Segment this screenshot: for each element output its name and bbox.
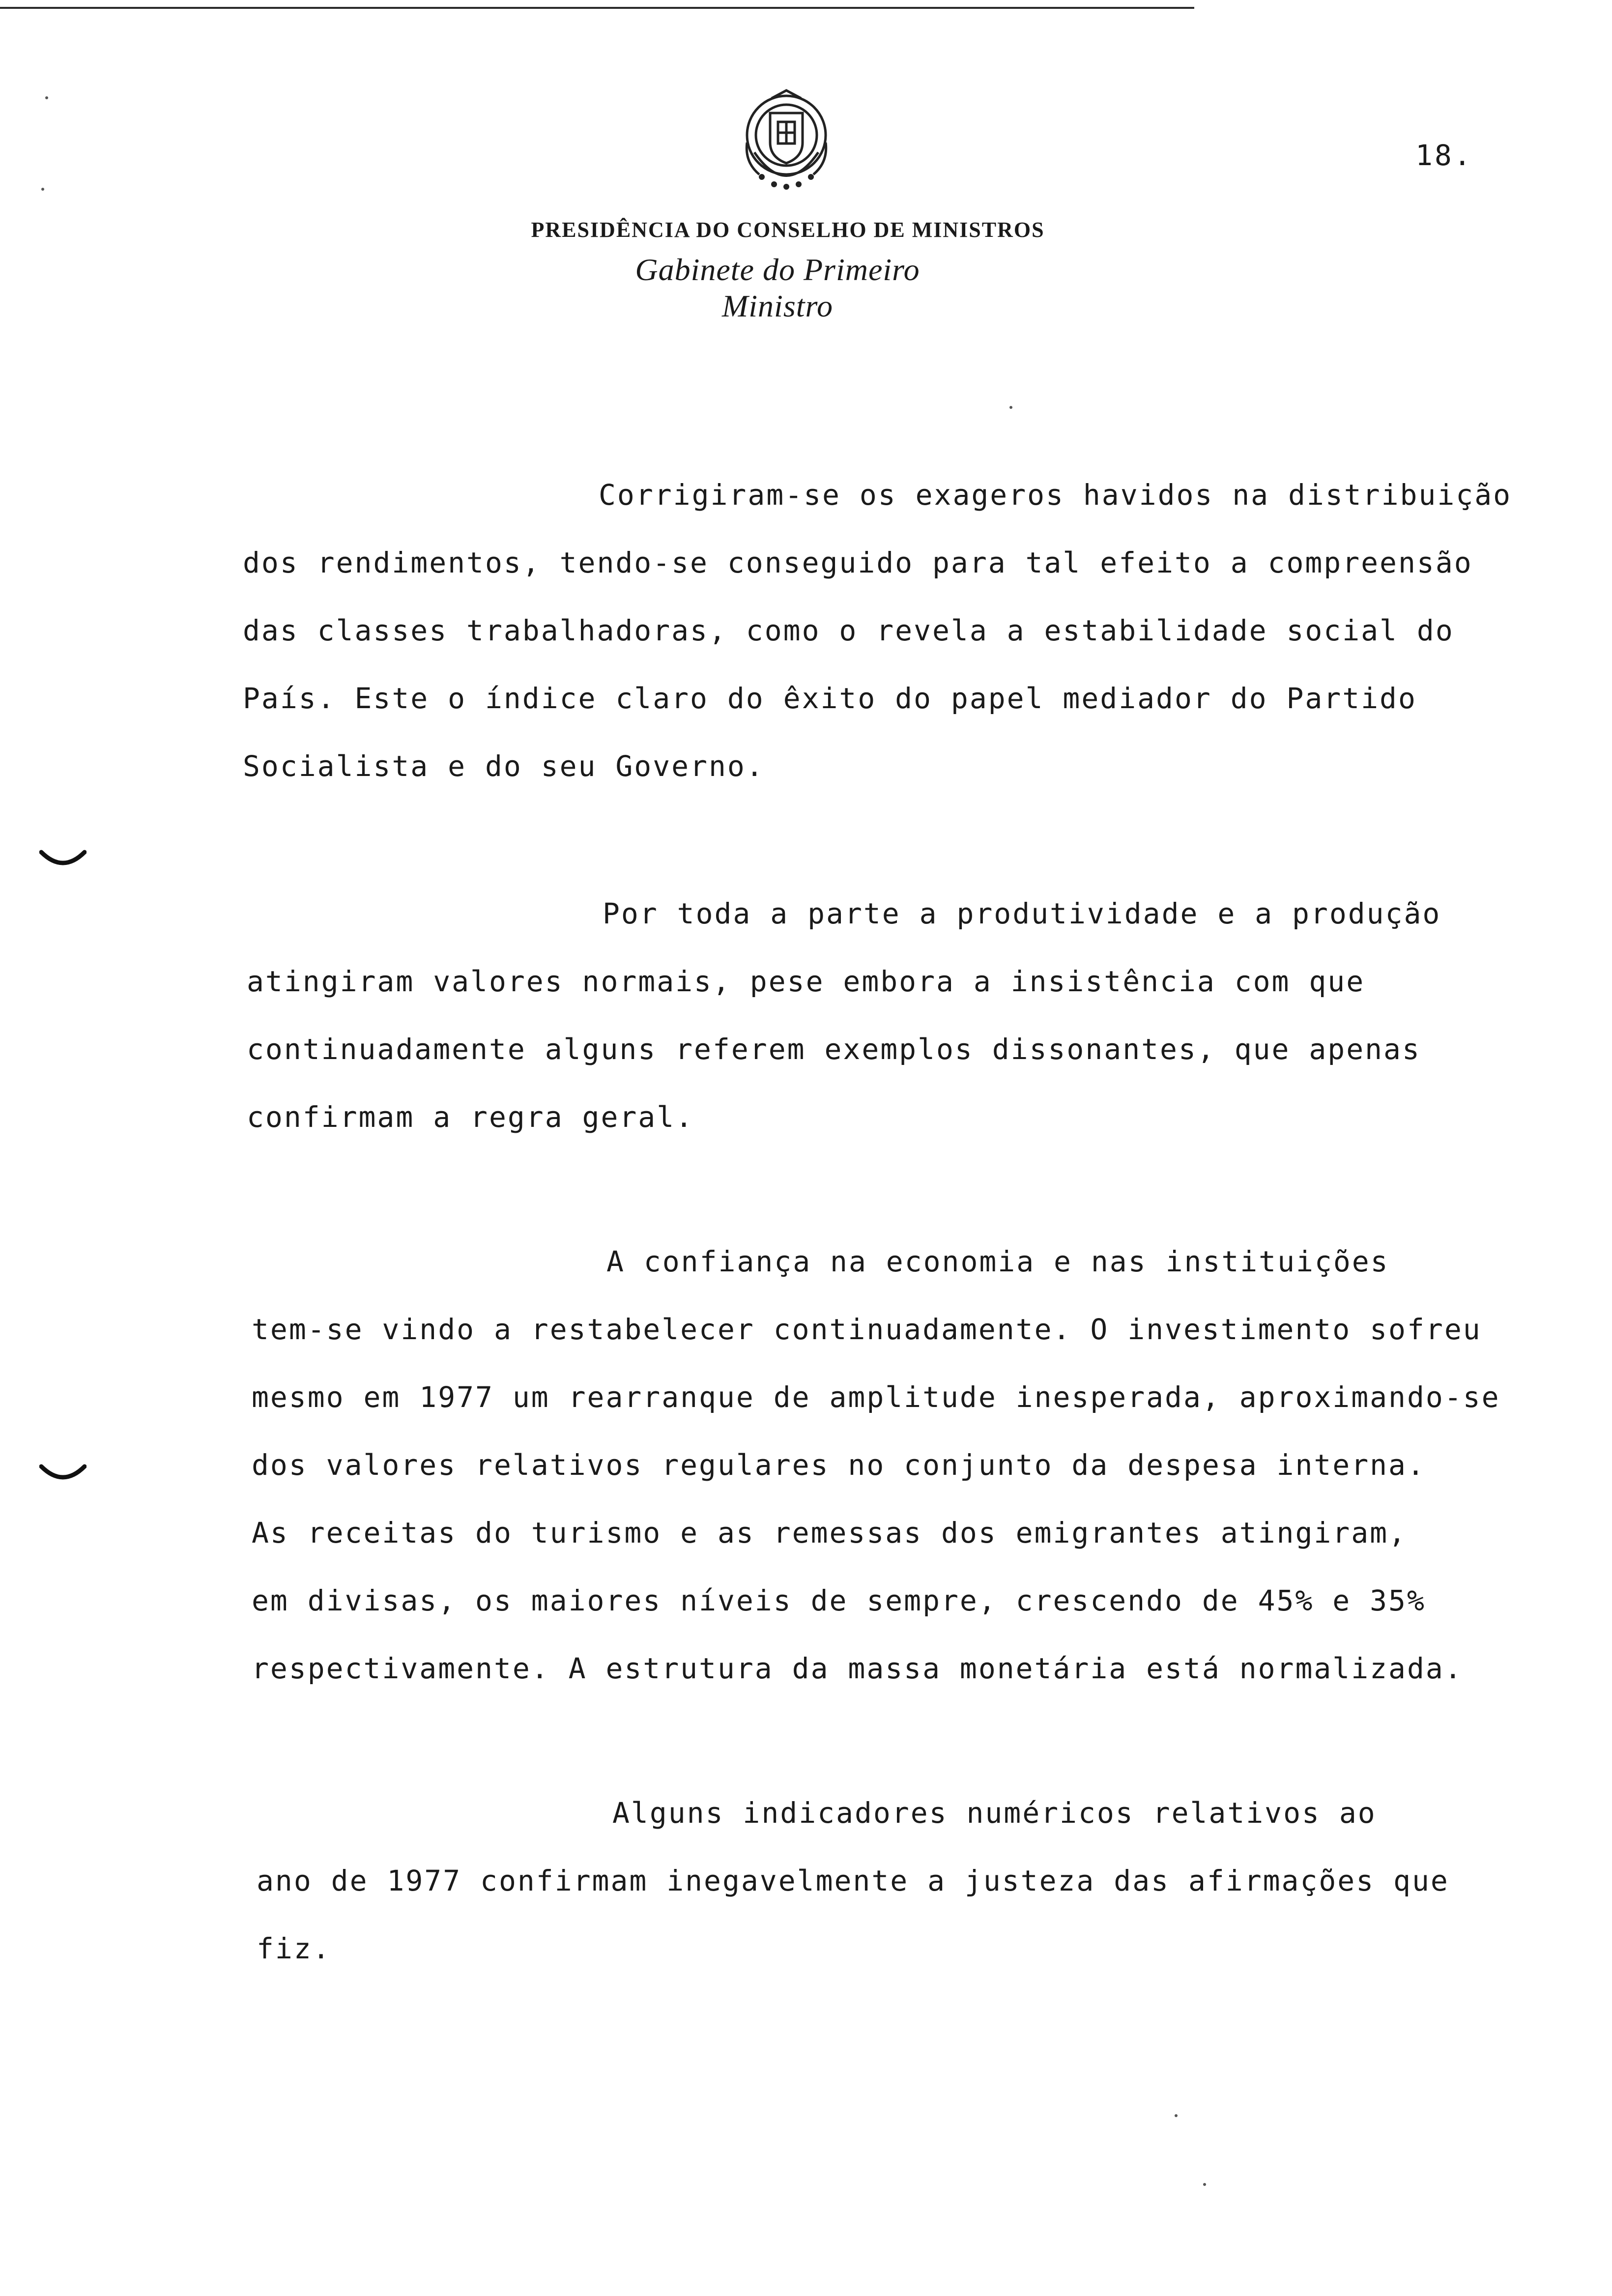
- paragraph-3-line-7: respectivamente. A estrutura da massa monetária está normalizada.: [252, 1652, 1463, 1685]
- paragraph-3-line-3: mesmo em 1977 um rearranque de amplitude inesperada, aproximando-se: [252, 1380, 1500, 1414]
- scan-speck: [1175, 2114, 1178, 2117]
- paragraph-1-line-5: Socialista e do seu Governo.: [243, 749, 765, 783]
- paragraph-3-line-6: em divisas, os maiores níveis de sempre, crescendo de 45% e 35%: [252, 1584, 1426, 1617]
- paragraph-2-line-4: confirmam a regra geral.: [247, 1100, 694, 1134]
- scan-speck: [41, 188, 44, 191]
- paragraph-3-line-4: dos valores relativos regulares no conjunto da despesa interna.: [252, 1448, 1426, 1482]
- paragraph-2-line-1: Por toda a parte a produtividade e a produção: [603, 897, 1441, 930]
- paragraph-4-line-1: Alguns indicadores numéricos relativos ao: [612, 1796, 1377, 1830]
- top-scan-rule: [0, 7, 1194, 9]
- paragraph-3-line-1: A confiança na economia e nas instituições: [606, 1245, 1389, 1278]
- page-number: 18.: [1415, 139, 1473, 172]
- scan-speck: [1203, 2183, 1206, 2186]
- paragraph-4-line-3: fiz.: [257, 1932, 331, 1965]
- coat-of-arms-icon: [725, 84, 848, 201]
- letterhead-office: Gabinete do Primeiro Ministro: [635, 252, 920, 323]
- paragraph-3-line-5: As receitas do turismo e as remessas dos emigrantes atingiram,: [252, 1516, 1407, 1550]
- scan-speck: [45, 96, 48, 99]
- scan-speck: [1009, 406, 1012, 409]
- paragraph-1-line-3: das classes trabalhadoras, como o revela a estabilidade social do: [243, 614, 1454, 647]
- paragraph-2-line-2: atingiram valores normais, pese embora a insistência com que: [247, 965, 1365, 998]
- binder-hole-mark: [39, 849, 86, 871]
- paragraph-1-line-4: País. Este o índice claro do êxito do papel mediador do Partido: [243, 682, 1417, 715]
- paragraph-4-line-2: ano de 1977 confirmam inegavelmente a justeza das afirmações que: [257, 1864, 1449, 1897]
- letterhead-organization: PRESIDÊNCIA DO CONSELHO DE MINISTROS: [531, 218, 1045, 242]
- paragraph-3-line-2: tem-se vindo a restabelecer continuadamente. O investimento sofreu: [252, 1313, 1482, 1346]
- paragraph-1-line-1: Corrigiram-se os exageros havidos na distribuição: [599, 478, 1512, 512]
- paragraph-2-line-3: continuadamente alguns referem exemplos dissonantes, que apenas: [247, 1033, 1421, 1066]
- paragraph-1-line-2: dos rendimentos, tendo-se conseguido para tal efeito a compreensão: [243, 546, 1473, 579]
- binder-hole-mark: [39, 1464, 86, 1485]
